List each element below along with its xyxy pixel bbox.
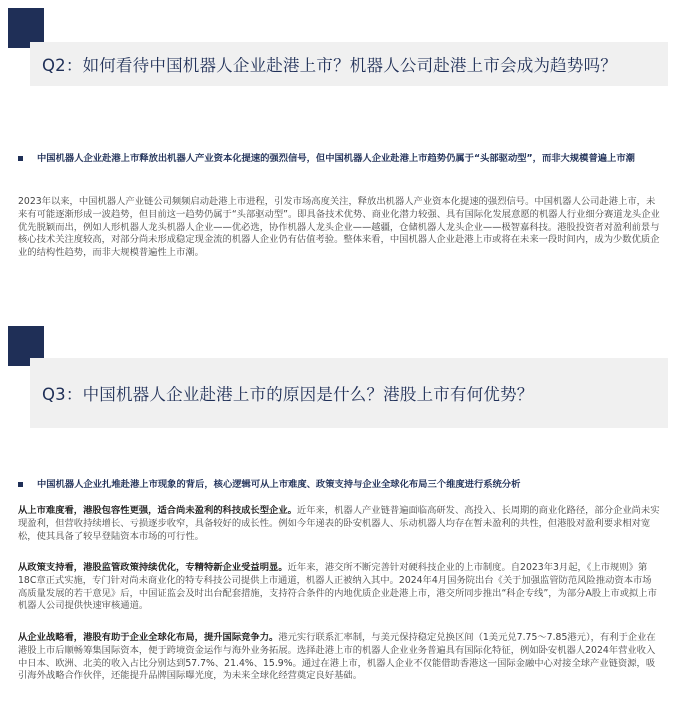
bullet-square-icon xyxy=(18,482,23,487)
bullet-square-icon xyxy=(18,156,23,161)
q3-paragraph-lead: 从政策支持看，港股监管政策持续优化，专精特新企业受益明显。 xyxy=(18,562,288,573)
q2-title: Q2：如何看待中国机器人企业赴港上市？机器人公司赴港上市会成为趋势吗？ xyxy=(42,56,617,75)
q3-paragraph-corporate-strategy xyxy=(18,632,660,683)
q3-paragraph-lead: 从上市难度看，港股包容性更强，适合尚未盈利的科技成长型企业。 xyxy=(18,505,297,516)
q2-body: 2023年以来，中国机器人产业链公司频频启动赴港上市进程，引发市场高度关注，释放出机器人产业资本化提速的强烈信号。中国机器人公司赴港上市，未来有可能逐渐形成一波趋势，但目前这一趋势仍属于“头部驱动型”。即具备技术优势、商业化潜力较强、具有国际化发展意愿的机器人行业细分赛道龙头企业优先脱颖而出，例如人形机器人龙头机器人企业——优必选，协作机器人龙头企业——越疆，仓储机器人龙头企业——极智嘉科技。港股投资者对盈利前景与核心技术关注度较高，对部分尚未形成稳定现金流的机器人企业仍有估值考验。整体来看，中国机器人企业赴港上市或将在未来一段时间内，成为少数优质企业的结构性趋势，而非大规模普遍性上市潮。 xyxy=(18,196,660,259)
q3-paragraph-body: 近年来，港交所不断完善针对硬科技企业的上市制度。自2023年3月起，《上市规则》第18C章正式实施，专门针对尚未商业化的特专科技公司提供上市通道，机器人正被纳入其中。2024年4月国务院出台《关于加强监管防范风险推动资本市场高质量发展的若干意见》后，中国证监会及时出台配套措施，支持符合条件的内地优质企业赴港上市，港交所同步推出“科企专线”，为部分A股上市或拟上市机器人公司提供快速审核通道。 xyxy=(18,562,657,612)
q3-paragraph-body: 港元实行联系汇率制，与美元保持稳定兑换区间（1美元兑7.75～7.85港元），有利于企业在港股上市后顺畅筹集国际资本，便于跨境资金运作与海外业务拓展。选择赴港上市的机器人企业业务普遍具有国际化特征，例如卧安机器人2024年营业收入中日本、欧洲、北美的收入占比分别达到57.7%、21.4%、15.9%。通过在港上市，机器人企业不仅能借助香港这一国际金融中心对接全球产业链资源，吸引海外战略合作伙伴，还能提升品牌国际曝光度，为未来全球化经营奠定良好基础。 xyxy=(18,632,656,682)
q3-paragraph-policy-support xyxy=(18,562,660,613)
q3-title: Q3：中国机器人企业赴港上市的原因是什么？港股上市有何优势？ xyxy=(42,385,534,404)
q3-paragraph-listing-difficulty xyxy=(18,505,660,543)
q3-title-bar xyxy=(30,358,668,428)
q3-paragraph-body: 近年来，机器人产业链普遍面临高研发、高投入、长周期的商业化路径，部分企业尚未实现盈利，但营收持续增长、亏损逐步收窄，具备较好的成长性。例如今年递表的卧安机器人、乐动机器人均存在暂未盈利的共性，但港股对盈利要求相对宽松，使其具备了较早登陆资本市场的可行性。 xyxy=(18,505,660,542)
q3-bullet xyxy=(18,478,668,491)
q3-bullet-text: 中国机器人企业扎堆赴港上市现象的背后，核心逻辑可从上市难度、政策支持与企业全球化布局三个维度进行系统分析 xyxy=(37,479,521,490)
q2-bullet-text: 中国机器人企业赴港上市释放出机器人产业资本化提速的强烈信号，但中国机器人企业赴港上市趋势仍属于“头部驱动型”，而非大规模普遍上市潮 xyxy=(37,153,635,164)
q2-bullet xyxy=(18,152,668,165)
q2-title-bar xyxy=(30,42,668,86)
q3-paragraph-lead: 从企业战略看，港股有助于企业全球化布局，提升国际竞争力。 xyxy=(18,632,279,643)
